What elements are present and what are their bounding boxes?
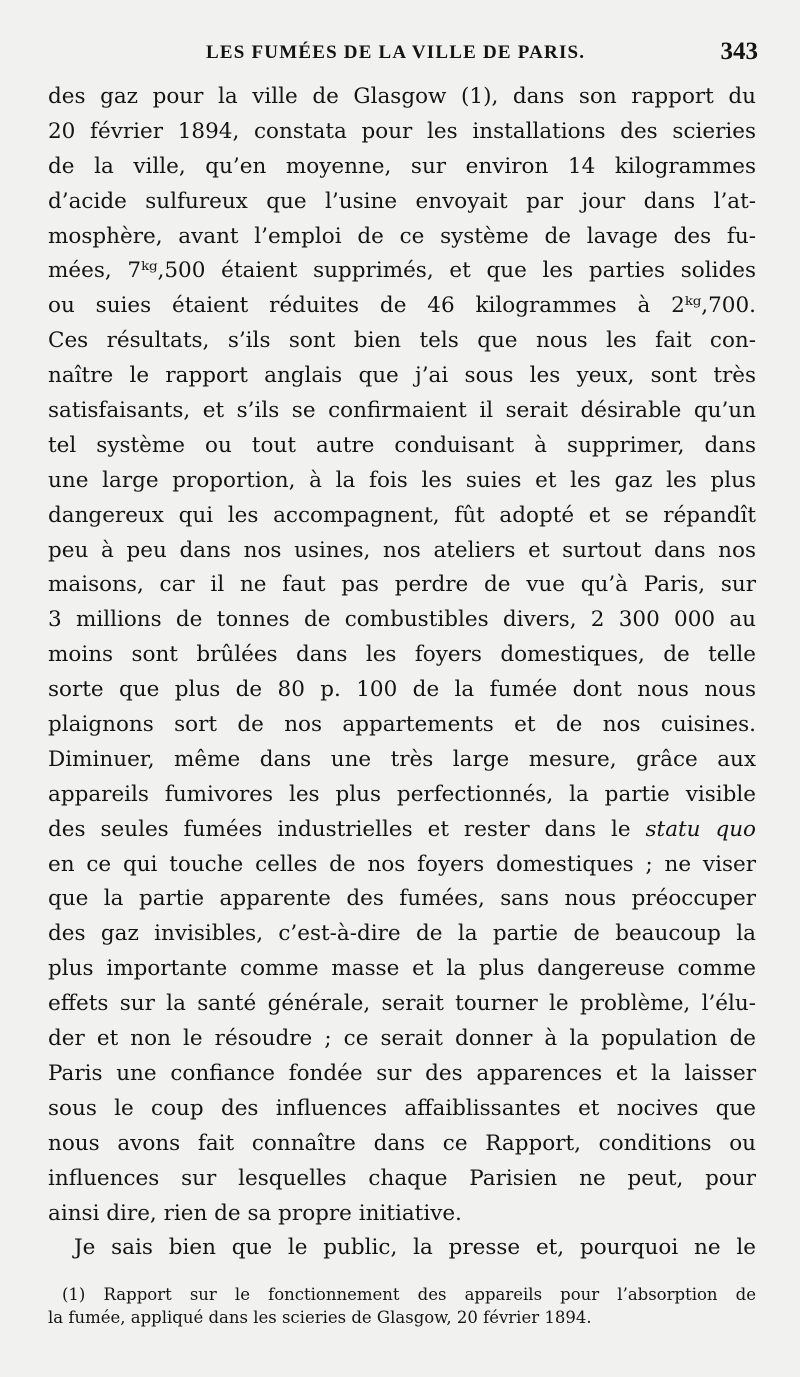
text-line: en ce qui touche celles de nos foyers domestiques ; ne viser xyxy=(48,851,756,877)
text-line: ou suies étaient réduites de 46 kilogrammes à 2ᵏᵍ,700. xyxy=(48,293,756,319)
text-line: moins sont brûlées dans les foyers domestiques, de telle xyxy=(48,642,756,668)
text-line: dangereux qui les accompagnent, fût adopté et se répandît xyxy=(48,502,756,528)
paragraph-end-line: ainsi dire, rien de sa propre initiative. xyxy=(48,1200,462,1226)
text-line: appareils fumivores les plus perfectionnés, la partie visible xyxy=(48,781,756,807)
text-line: der et non le résoudre ; ce serait donner à la population de xyxy=(48,1026,756,1052)
text-line: 20 février 1894, constata pour les installations des scieries xyxy=(48,118,756,144)
text-line: d’acide sulfureux que l’usine envoyait par jour dans l’at- xyxy=(48,188,756,214)
text-line: que la partie apparente des fumées, sans nous préoccuper xyxy=(48,886,756,912)
text-line: mées, 7ᵏᵍ,500 étaient supprimés, et que les parties solides xyxy=(48,258,756,284)
text-line: 3 millions de tonnes de combustibles divers, 2 300 000 au xyxy=(48,607,756,633)
text-line: Ces résultats, s’ils sont bien tels que nous les fait con- xyxy=(48,328,756,354)
text-line: des gaz invisibles, c’est-à-dire de la partie de beaucoup la xyxy=(48,921,756,947)
text-line-with-italic xyxy=(48,813,756,848)
text-line: naître le rapport anglais que j’ai sous les yeux, sont très xyxy=(48,363,756,389)
text-line: influences sur lesquelles chaque Parisien ne peut, pour xyxy=(48,1165,756,1191)
footnote-line: (1) Rapport sur le fonctionnement des appareils pour l’absorption de xyxy=(62,1285,756,1304)
text-line: effets sur la santé générale, serait tourner le problème, l’élu- xyxy=(48,991,756,1017)
text-line: plus importante comme masse et la plus dangereuse comme xyxy=(48,956,756,982)
text-line: maisons, car il ne faut pas perdre de vue qu’à Paris, sur xyxy=(48,572,756,598)
text-line: satisfaisants, et s’ils se confirmaient il serait désirable qu’un xyxy=(48,398,756,424)
text-line: de la ville, qu’en moyenne, sur environ 14 kilogrammes xyxy=(48,153,756,179)
text-segment: des seules fumées industrielles et rester dans le xyxy=(48,816,631,842)
text-line: peu à peu dans nos usines, nos ateliers et surtout dans nos xyxy=(48,537,756,563)
page-header xyxy=(48,38,758,78)
text-line: mosphère, avant l’emploi de ce système de lavage des fu- xyxy=(48,223,756,249)
text-line: plaignons sort de nos appartements et de nos cuisines. xyxy=(48,712,756,738)
footnote xyxy=(48,1283,756,1329)
body-text xyxy=(48,80,756,1266)
running-title: LES FUMÉES DE LA VILLE DE PARIS. xyxy=(206,42,586,63)
page-number: 343 xyxy=(720,38,758,65)
text-line: nous avons fait connaître dans ce Rapport, conditions ou xyxy=(48,1130,756,1156)
italic-phrase: statu quo xyxy=(645,816,756,842)
text-line: sorte que plus de 80 p. 100 de la fumée dont nous nous xyxy=(48,677,756,703)
text-line: une large proportion, à la fois les suies et les gaz les plus xyxy=(48,467,756,493)
paragraph-start-line: Je sais bien que le public, la presse et, pourquoi ne le xyxy=(74,1235,756,1261)
footnote-line: la fumée, appliqué dans les scieries de Glasgow, 20 février 1894. xyxy=(48,1308,592,1327)
text-line: des gaz pour la ville de Glasgow (1), dans son rapport du xyxy=(48,84,756,109)
text-line: Diminuer, même dans une très large mesure, grâce aux xyxy=(48,746,756,772)
text-line: Paris une confiance fondée sur des apparences et la laisser xyxy=(48,1060,756,1086)
text-line: tel système ou tout autre conduisant à supprimer, dans xyxy=(48,432,756,458)
text-line: sous le coup des influences affaiblissantes et nocives que xyxy=(48,1095,756,1121)
